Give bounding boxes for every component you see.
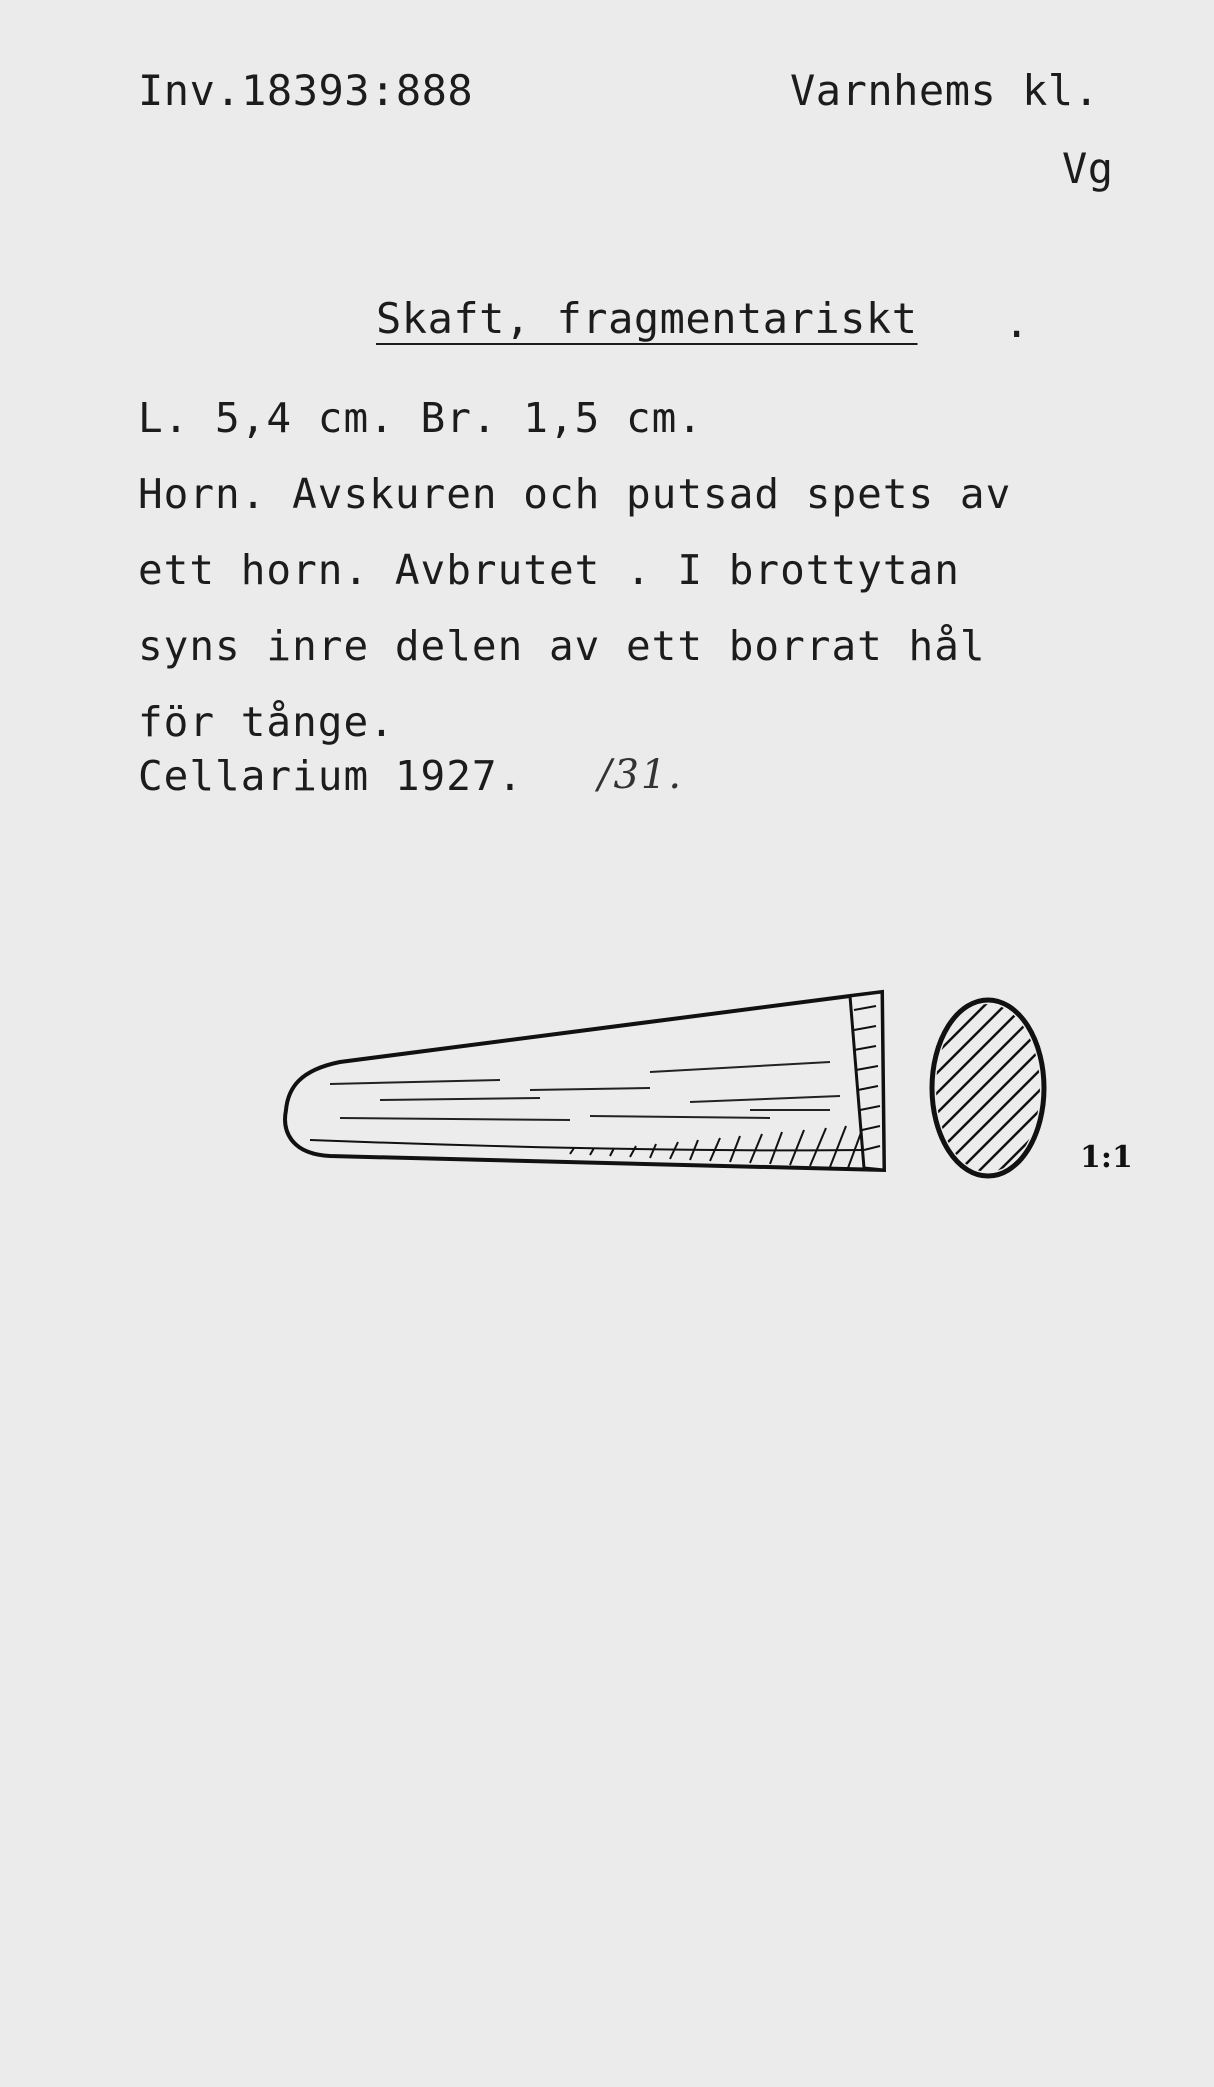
object-title: Skaft, fragmentariskt	[376, 294, 918, 343]
scale-label: 1:1	[1080, 1140, 1133, 1175]
description	[138, 380, 1011, 760]
find-location: Varnhems kl.	[790, 66, 1100, 115]
reference-handwritten: /31.	[598, 752, 684, 798]
description-line: L. 5,4 cm. Br. 1,5 cm.	[138, 394, 704, 442]
description-line: Horn. Avskuren och putsad spets av	[138, 470, 1012, 518]
description-line: syns inre delen av ett borrat hål	[138, 622, 986, 670]
reference-typed: Cellarium 1927.	[138, 752, 524, 800]
province-code: Vg	[1062, 144, 1114, 193]
description-line: för tånge.	[138, 698, 395, 746]
description-line: ett horn. Avbrutet . I brottytan	[138, 546, 960, 594]
title-period: .	[1004, 298, 1030, 347]
inventory-number: Inv.18393:888	[138, 66, 474, 115]
horn-handle-drawing	[270, 980, 1070, 1200]
cross-section	[932, 1000, 1044, 1176]
